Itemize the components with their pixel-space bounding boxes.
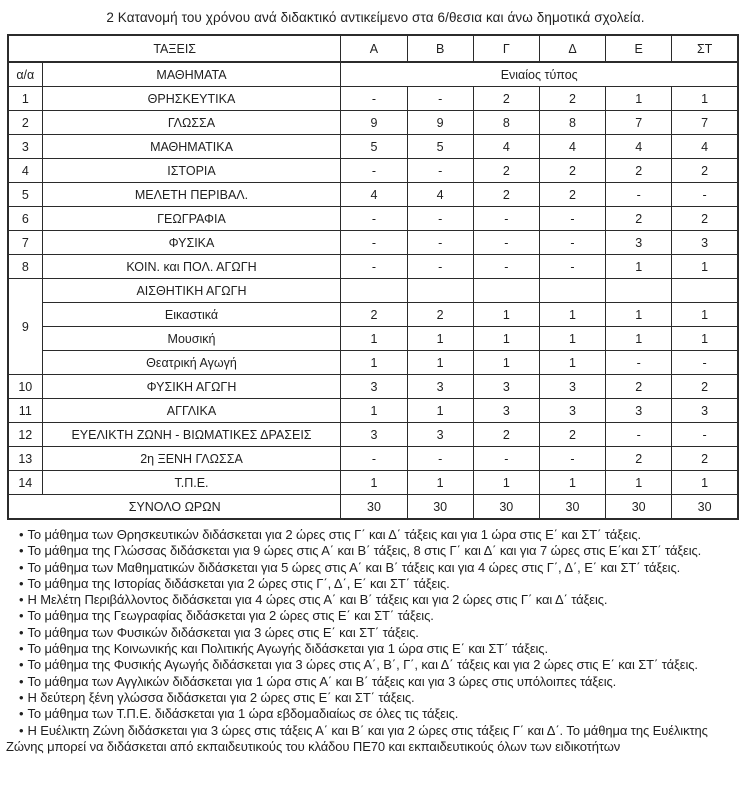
table-row [8,207,738,231]
hours-cell: 4 [341,183,407,207]
mathimata-header-cell: ΜΑΘΗΜΑΤΑ [42,62,341,87]
hours-cell: - [407,447,473,471]
note-item [6,706,745,722]
table-subrow [8,327,738,351]
hours-cell: 4 [407,183,473,207]
hours-cell: 2 [672,447,738,471]
hours-cell: 2 [606,207,672,231]
class-header-cell: Α [341,35,407,62]
hours-cell: - [407,207,473,231]
class-header-cell: Ε [606,35,672,62]
row-number: 4 [8,159,42,183]
hours-cell: 2 [473,159,539,183]
hours-cell: - [341,159,407,183]
class-header-cell: Δ [539,35,605,62]
note-item [6,543,745,559]
hours-cell: 3 [672,399,738,423]
hours-cell: - [672,351,738,375]
hours-cell [539,279,605,303]
aa-header-cell: α/α [8,62,42,87]
hours-cell: 5 [407,135,473,159]
table-row [8,255,738,279]
note-item [6,576,745,592]
total-hours-cell: 30 [539,495,605,520]
table-row-group-aesthetics [8,279,738,303]
hours-cell: 4 [473,135,539,159]
bullet-icon: • [19,657,24,673]
hours-cell: 2 [672,159,738,183]
table-row [8,399,738,423]
note-text: Η δεύτερη ξένη γλώσσα διδάσκεται για 2 ώρες στις Ε΄ και ΣΤ΄ τάξεις. [27,689,415,705]
subject-cell: Τ.Π.Ε. [42,471,341,495]
hours-cell: 1 [473,351,539,375]
hours-cell: 8 [539,111,605,135]
hours-cell: 2 [473,87,539,111]
timetable [7,34,739,520]
hours-cell: - [539,231,605,255]
row-number: 2 [8,111,42,135]
hours-cell: 1 [407,351,473,375]
note-text: Το μάθημα των Αγγλικών διδάσκεται για 1 ώρα στις Α΄ και Β΄ τάξεις και για 3 ώρες στις υπόλοιπες τάξεις. [27,673,617,689]
class-header-cell: Γ [473,35,539,62]
hours-cell: 7 [672,111,738,135]
hours-cell: 1 [473,471,539,495]
total-hours-cell: 30 [341,495,407,520]
note-text: Η Ευέλικτη Ζώνη διδάσκεται για 3 ώρες στις τάξεις Α΄ και Β΄ και για 2 ώρες στις τάξεις Γ΄ και Δ΄. Το μάθημα της Ευέλικτης Ζώνης μπορεί να διδάσκεται από εκπαιδευτικούς του κλάδου ΠΕ70 και εκπαιδευτικούς όλων των ειδικοτήτων [6,722,708,754]
hours-cell: - [606,423,672,447]
hours-cell: - [341,231,407,255]
subject-cell: ΜΑΘΗΜΑΤΙΚΑ [42,135,341,159]
table-row [8,231,738,255]
hours-cell: 2 [407,303,473,327]
table-row [8,183,738,207]
hours-cell: 1 [539,471,605,495]
hours-cell: 1 [606,255,672,279]
total-hours-cell: 30 [407,495,473,520]
note-text: Το μάθημα των Θρησκευτικών διδάσκεται για 2 ώρες στις Γ΄ και Δ΄ τάξεις και για 1 ώρα στις Ε΄ και ΣΤ΄ τάξεις. [27,527,642,542]
hours-cell: - [407,159,473,183]
hours-cell: 1 [672,471,738,495]
hours-cell: - [407,255,473,279]
hours-cell: 3 [473,399,539,423]
hours-cell: 2 [341,303,407,327]
class-header-cell: Β [407,35,473,62]
hours-cell: 1 [539,303,605,327]
row-number: 12 [8,423,42,447]
hours-cell: 3 [341,423,407,447]
hours-cell: - [539,447,605,471]
note-text: Το μάθημα της Γλώσσας διδάσκεται για 9 ώρες στις Α΄ και Β΄ τάξεις, 8 στις Γ΄ και Δ΄ και για 7 ώρες στις Ε΄και ΣΤ΄ τάξεις. [27,543,702,559]
subject-cell: Θεατρική Αγωγή [42,351,341,375]
subject-cell: 2η ΞΕΝΗ ΓΛΩΣΣΑ [42,447,341,471]
hours-cell: - [341,447,407,471]
notes-section [4,527,747,755]
hours-cell: - [473,207,539,231]
row-number: 14 [8,471,42,495]
hours-cell [606,279,672,303]
hours-cell: 1 [341,351,407,375]
subject-cell: ΦΥΣΙΚΗ ΑΓΩΓΗ [42,375,341,399]
hours-cell: 9 [407,111,473,135]
hours-cell: 3 [473,375,539,399]
hours-cell: 2 [606,159,672,183]
subject-cell: ΓΕΩΓΡΑΦΙΑ [42,207,341,231]
table-total-row [8,495,738,520]
note-item [6,592,745,608]
row-number: 6 [8,207,42,231]
hours-cell: - [341,207,407,231]
subject-cell: ΦΥΣΙΚΑ [42,231,341,255]
bullet-icon: • [19,624,24,640]
note-text: Το μάθημα των Τ.Π.Ε. διδάσκεται για 1 ώρα εβδομαδιαίως σε όλες τις τάξεις. [27,706,459,722]
table-row [8,87,738,111]
note-text: Το μάθημα της Κοινωνικής και Πολιτικής Αγωγής διδάσκεται για 1 ώρα στις Ε΄ και ΣΤ΄ τάξεις. [27,641,548,657]
row-number: 1 [8,87,42,111]
hours-cell: - [672,183,738,207]
hours-cell: 1 [341,399,407,423]
table-row [8,111,738,135]
subject-cell: ΘΡΗΣΚΕΥΤΙΚΑ [42,87,341,111]
hours-cell: 3 [606,231,672,255]
hours-cell: 5 [341,135,407,159]
hours-cell: 3 [407,375,473,399]
hours-cell: 4 [606,135,672,159]
hours-cell: 2 [672,207,738,231]
hours-cell: 3 [341,375,407,399]
hours-cell [672,279,738,303]
subject-cell: Εικαστικά [42,303,341,327]
bullet-icon: • [19,559,24,575]
note-item [6,527,745,543]
subject-cell: ΚΟΙΝ. και ΠΟΛ. ΑΓΩΓΗ [42,255,341,279]
page-title: 2 Κατανομή του χρόνου ανά διδακτικό αντικείμενο στα 6/θεσια και άνω δημοτικά σχολεία. [106,10,645,25]
hours-cell: 1 [672,255,738,279]
taxeis-header-cell: ΤΑΞΕΙΣ [8,35,341,62]
hours-cell: 2 [473,183,539,207]
table-row [8,423,738,447]
hours-cell: 7 [606,111,672,135]
note-item [6,723,745,756]
hours-cell: - [473,447,539,471]
subject-cell: ΑΓΓΛΙΚΑ [42,399,341,423]
row-number: 5 [8,183,42,207]
table-row [8,159,738,183]
bullet-icon: • [19,689,24,705]
table-row [8,471,738,495]
hours-cell: 1 [672,327,738,351]
hours-cell: - [606,351,672,375]
total-hours-cell: 30 [473,495,539,520]
hours-cell: - [341,87,407,111]
hours-cell: 3 [539,375,605,399]
hours-cell: 1 [407,327,473,351]
hours-cell: 1 [606,303,672,327]
note-text: Η Μελέτη Περιβάλλοντος διδάσκεται για 4 ώρες στις Α΄ και Β΄ τάξεις και για 2 ώρες στις Γ΄ και Δ΄ τάξεις. [27,592,608,608]
class-header-cell: ΣΤ [672,35,738,62]
total-label-cell: ΣΥΝΟΛΟ ΩΡΩΝ [8,495,341,520]
note-item [6,608,745,624]
hours-cell: 2 [606,447,672,471]
subject-cell: ΑΙΣΘΗΤΙΚΗ ΑΓΩΓΗ [42,279,341,303]
hours-cell: 1 [407,471,473,495]
note-item [6,560,745,576]
table-subheader-row [8,62,738,87]
bullet-icon: • [19,527,24,542]
hours-cell: 2 [539,87,605,111]
bullet-icon: • [19,575,24,591]
subject-cell: ΓΛΩΣΣΑ [42,111,341,135]
note-item [6,641,745,657]
hours-cell: 4 [539,135,605,159]
hours-cell: 3 [539,399,605,423]
hours-cell: - [539,207,605,231]
bullet-icon: • [19,608,24,624]
hours-cell: 1 [539,327,605,351]
hours-cell: 9 [341,111,407,135]
bullet-icon: • [19,641,24,657]
subject-cell: ΙΣΤΟΡΙΑ [42,159,341,183]
hours-cell: 1 [473,327,539,351]
table-header-row [8,35,738,62]
hours-cell: 2 [606,375,672,399]
hours-cell: 1 [672,87,738,111]
hours-cell: 1 [606,471,672,495]
table-subrow [8,303,738,327]
subject-cell: ΜΕΛΕΤΗ ΠΕΡΙΒΑΛ. [42,183,341,207]
hours-cell: 1 [341,327,407,351]
subject-cell: ΕΥΕΛΙΚΤΗ ΖΩΝΗ - ΒΙΩΜΑΤΙΚΕΣ ΔΡΑΣΕΙΣ [42,423,341,447]
bullet-icon: • [19,673,24,689]
hours-cell: - [407,87,473,111]
hours-cell: 3 [672,231,738,255]
hours-cell: - [473,231,539,255]
note-item [6,674,745,690]
bullet-icon: • [19,706,24,722]
subject-cell: Μουσική [42,327,341,351]
hours-cell: - [606,183,672,207]
hours-cell: 4 [672,135,738,159]
hours-cell: 2 [539,159,605,183]
hours-cell: - [672,423,738,447]
hours-cell: 1 [672,303,738,327]
hours-cell: 3 [407,423,473,447]
hours-cell [473,279,539,303]
table-row [8,447,738,471]
row-number: 7 [8,231,42,255]
row-number: 13 [8,447,42,471]
note-text: Το μάθημα της Φυσικής Αγωγής διδάσκεται για 3 ώρες στις Α΄, Β΄, Γ΄, και Δ΄ τάξεις και για 2 ώρες στις Ε΄ και ΣΤ΄ τάξεις. [27,657,698,673]
note-text: Το μάθημα των Μαθηματικών διδάσκεται για 5 ώρες στις Α΄ και Β΄ τάξεις και για 4 ώρες στις Γ΄, Δ΄, Ε΄ και ΣΤ΄ τάξεις. [27,559,681,575]
hours-cell: 2 [539,183,605,207]
hours-cell: 1 [473,303,539,327]
row-number: 10 [8,375,42,399]
hours-cell [407,279,473,303]
bullet-icon: • [19,592,24,608]
hours-cell: 8 [473,111,539,135]
note-text: Το μάθημα των Φυσικών διδάσκεται για 3 ώρες στις Ε΄ και ΣΤ΄ τάξεις. [27,624,419,640]
hours-cell: 3 [606,399,672,423]
row-number: 3 [8,135,42,159]
note-item [6,625,745,641]
bullet-icon: • [19,722,24,738]
table-subrow [8,351,738,375]
bullet-icon: • [19,543,24,559]
note-text: Το μάθημα της Γεωγραφίας διδάσκεται για 2 ώρες στις Ε΄ και ΣΤ΄ τάξεις. [27,608,434,624]
row-number: 11 [8,399,42,423]
note-item [6,657,745,673]
hours-cell: - [407,231,473,255]
row-number: 8 [8,255,42,279]
hours-cell: - [341,255,407,279]
school-type-cell: Ενιαίος τύπος [341,62,738,87]
hours-cell: 1 [606,87,672,111]
hours-cell: 2 [473,423,539,447]
note-item [6,690,745,706]
hours-cell: 1 [407,399,473,423]
total-hours-cell: 30 [606,495,672,520]
table-row [8,375,738,399]
hours-cell: 1 [539,351,605,375]
hours-cell [341,279,407,303]
total-hours-cell: 30 [672,495,738,520]
hours-cell: 1 [341,471,407,495]
note-text: Το μάθημα της Ιστορίας διδάσκεται για 2 ώρες στις Γ΄, Δ΄, Ε΄ και ΣΤ΄ τάξεις. [27,575,450,591]
hours-cell: - [473,255,539,279]
hours-cell: - [539,255,605,279]
hours-cell: 2 [539,423,605,447]
hours-cell: 2 [672,375,738,399]
hours-cell: 1 [606,327,672,351]
row-number: 9 [8,279,42,375]
table-row [8,135,738,159]
